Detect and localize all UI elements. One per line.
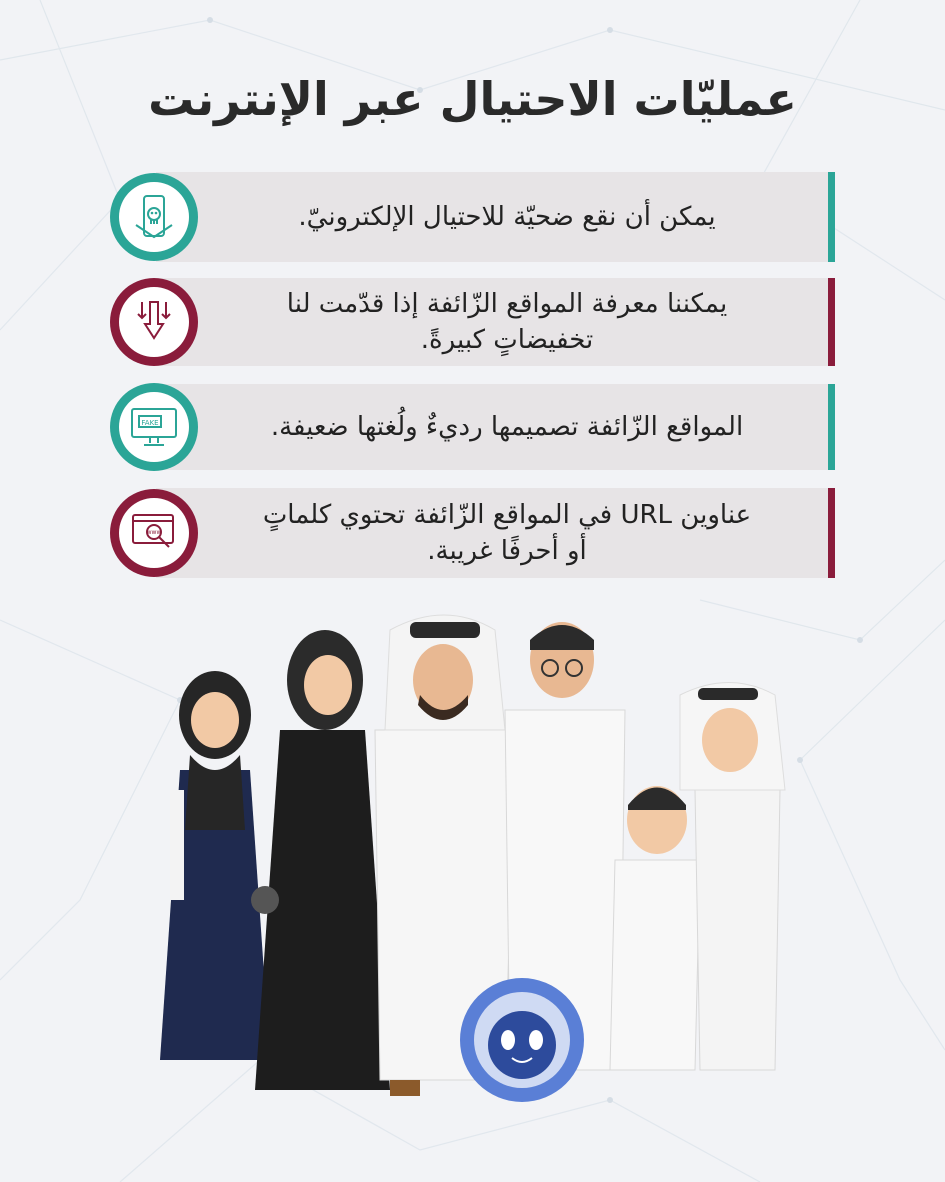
info-text: عناوين URL في المواقع الزّائفة تحتوي كلماتٍ أو أحرفًا غريبة. <box>262 500 752 566</box>
phone-skull-icon <box>132 193 176 241</box>
info-bar <box>156 384 835 470</box>
info-text: المواقع الزّائفة تصميمها رديءٌ ولُغتها ضعيفة. <box>270 412 744 442</box>
fake-monitor-icon <box>129 405 179 449</box>
mother-figure <box>251 630 390 1090</box>
info-bar <box>156 172 835 262</box>
info-bar <box>156 488 835 578</box>
icon-circle <box>110 489 198 577</box>
page-title: عمليّات الاحتيال عبر الإنترنت <box>148 72 797 126</box>
www-search-icon <box>130 511 178 555</box>
info-row-1 <box>110 172 835 262</box>
svg-text:FAKE: FAKE <box>141 419 159 427</box>
info-text: يمكننا معرفة المواقع الزّائفة إذا قدّمت لنا تخفيضاتٍ كبيرةً. <box>286 289 728 355</box>
family-illustration <box>150 600 790 1120</box>
info-text: يمكن أن نقع ضحيّة للاحتيال الإلكترونيّ. <box>298 202 716 232</box>
girl-figure <box>160 671 270 1060</box>
info-row-2 <box>110 278 835 366</box>
icon-circle <box>110 278 198 366</box>
icon-circle <box>110 173 198 261</box>
svg-text:www: www <box>146 529 162 536</box>
info-row-4 <box>110 488 835 578</box>
info-bar <box>156 278 835 366</box>
icon-circle <box>110 383 198 471</box>
down-arrows-icon <box>132 298 176 346</box>
robot-mascot <box>460 978 584 1102</box>
info-row-3 <box>110 384 835 470</box>
